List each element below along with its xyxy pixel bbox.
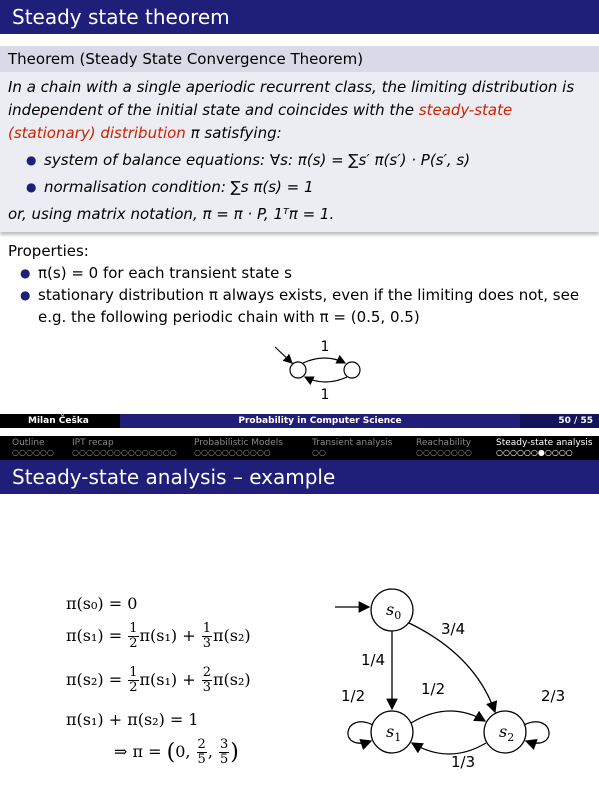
transition-arrow bbox=[305, 377, 347, 382]
equation-lhs: π(s₂) = bbox=[66, 670, 123, 689]
slide-title: Steady state theorem bbox=[0, 0, 599, 34]
theorem-header: Theorem (Steady State Convergence Theorem) bbox=[0, 46, 599, 72]
nav-label: Probabilistic Models bbox=[194, 438, 283, 448]
nav-dots: ○○○○○○ bbox=[12, 448, 54, 457]
fraction: $\frac{3}{5}$ bbox=[220, 737, 229, 767]
equation-lhs: π(s₁) = bbox=[66, 626, 123, 645]
slide-title: Steady-state analysis – example bbox=[0, 460, 599, 494]
edge-label: 1 bbox=[320, 339, 330, 355]
theorem-body bbox=[0, 72, 599, 232]
fraction: $\frac{2}{3}$ bbox=[202, 665, 211, 695]
nav-dots: ○○ bbox=[312, 448, 326, 457]
property-item: ● stationary distribution π always exists, even if the limiting does not, see e.g. the following periodic chain with π = (0.5, 0.5) bbox=[20, 284, 593, 328]
state-label: $s_1$ bbox=[386, 722, 402, 744]
edge-label: 2/3 bbox=[541, 687, 566, 705]
edge-label: 1/2 bbox=[421, 680, 446, 698]
properties-block bbox=[8, 240, 593, 328]
properties-list bbox=[8, 262, 593, 328]
edge-label: 1/2 bbox=[341, 687, 366, 705]
edge-label: 1/4 bbox=[361, 651, 386, 669]
theorem-statement bbox=[8, 76, 591, 145]
nav-outline[interactable] bbox=[12, 438, 54, 458]
self-loop-s1 bbox=[348, 722, 373, 743]
edge-label: 1/3 bbox=[451, 753, 476, 771]
markov-chain-diagram bbox=[325, 575, 585, 775]
property-item: ● π(s) = 0 for each transient state s bbox=[20, 262, 593, 284]
self-loop-s2 bbox=[524, 722, 549, 743]
theorem-bullets bbox=[8, 149, 591, 199]
bullet-balance: ● system of balance equations: ∀s: π(s) = ∑s′ π(s′) · P(s′, s) bbox=[26, 149, 591, 172]
equation: π(s₁) = $\frac{1}{2}$ π(s₁) + $\frac{1}{3}$ π(s₂) bbox=[66, 621, 251, 651]
theorem-text-end: π satisfying: bbox=[185, 124, 282, 142]
state-label: $s_0$ bbox=[386, 600, 402, 622]
edge-label: 1 bbox=[320, 387, 330, 403]
equation: π(s₂) = $\frac{1}{2}$ π(s₁) + $\frac{2}{3}$ π(s₂) bbox=[66, 665, 251, 695]
nav-ipt-recap[interactable] bbox=[72, 438, 177, 458]
fraction: $\frac{1}{2}$ bbox=[129, 621, 138, 651]
section-navbar bbox=[0, 436, 599, 460]
fraction: $\frac{1}{2}$ bbox=[129, 665, 138, 695]
equation-lhs: ⇒ π = bbox=[114, 742, 162, 761]
state-node bbox=[344, 362, 360, 378]
footer-author: Milan Češka bbox=[0, 414, 120, 428]
state-label: $s_2$ bbox=[499, 722, 515, 744]
matrix-notation: or, using matrix notation, π = π · P, 1ᵀπ = 1. bbox=[8, 205, 335, 223]
footer-course: Probability in Computer Science bbox=[120, 414, 520, 428]
transition-arrow bbox=[303, 358, 345, 363]
properties-label: Properties: bbox=[8, 242, 89, 260]
nav-dots: ○○○○○○○○○○○○○○○ bbox=[72, 448, 177, 457]
nav-label: Reachability bbox=[416, 438, 472, 448]
footer-page: 50 / 55 bbox=[520, 414, 599, 428]
edge-label: 3/4 bbox=[441, 620, 466, 638]
equation: π(s₁) + π(s₂) = 1 bbox=[66, 710, 199, 729]
bullet-normalisation: ● normalisation condition: ∑s π(s) = 1 bbox=[26, 176, 591, 199]
theorem-highlight: steady-state (stationary) distribution bbox=[8, 101, 513, 142]
initial-arrow bbox=[275, 347, 292, 363]
theorem-text: In a chain with a single aperiodic recurrent class, the limiting distribution is independent of the initial state and coincides with the bbox=[8, 78, 575, 119]
edge-s1-s2 bbox=[411, 711, 485, 723]
nav-label: Outline bbox=[12, 438, 45, 448]
equation: ⇒ π = (0, $\frac{2}{5}$ , $\frac{3}{5}$ ) bbox=[114, 737, 239, 767]
nav-dots: ○○○○○○●○○○○ bbox=[496, 448, 573, 457]
nav-label: IPT recap bbox=[72, 438, 114, 448]
slide-footer bbox=[0, 414, 599, 428]
state-node bbox=[290, 362, 306, 378]
nav-label: Transient analysis bbox=[312, 438, 393, 448]
nav-steady-state-analysis[interactable] bbox=[496, 438, 593, 458]
fraction: $\frac{1}{3}$ bbox=[202, 621, 211, 651]
fraction: $\frac{2}{5}$ bbox=[197, 737, 206, 767]
nav-dots: ○○○○○○○○ bbox=[416, 448, 472, 457]
periodic-chain-diagram bbox=[270, 335, 370, 405]
equation: π(s₀) = 0 bbox=[66, 594, 138, 613]
nav-probabilistic-models[interactable] bbox=[194, 438, 283, 458]
nav-transient-analysis[interactable] bbox=[312, 438, 392, 458]
nav-dots: ○○○○○○○○○○○ bbox=[194, 448, 271, 457]
nav-reachability[interactable] bbox=[416, 438, 472, 458]
nav-label: Steady-state analysis bbox=[496, 438, 593, 448]
